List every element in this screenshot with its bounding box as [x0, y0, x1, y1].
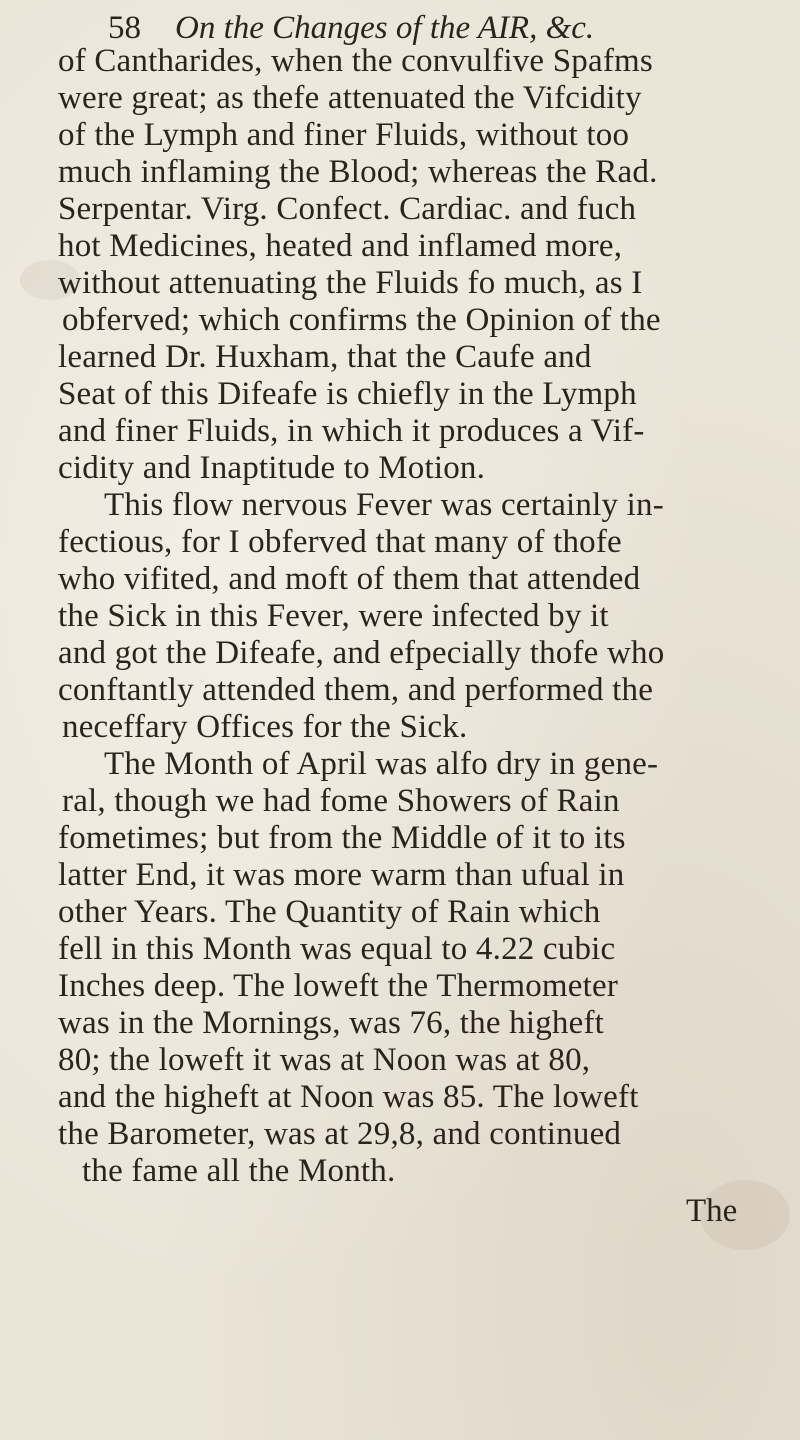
- text-line: much inflaming the Blood; whereas the Rad.: [58, 154, 658, 190]
- text-line: cidity and Inaptitude to Motion.: [58, 450, 486, 486]
- catchword: The: [686, 1193, 738, 1229]
- page-number: 58: [108, 10, 141, 46]
- text-line: the Sick in this Fever, were infected by it: [58, 598, 609, 634]
- text-line: were great; as thefe attenuated the Vifcidity: [58, 80, 642, 116]
- text-line: fectious, for I obferved that many of thofe: [58, 524, 622, 560]
- text-line: obferved; which confirms the Opinion of the: [62, 302, 661, 338]
- text-line: fell in this Month was equal to 4.22 cubic: [58, 931, 616, 967]
- text-line: who vifited, and moft of them that attended: [58, 561, 641, 597]
- text-line: neceffary Offices for the Sick.: [62, 709, 468, 745]
- text-line: of Cantharides, when the convulfive Spafms: [58, 43, 653, 79]
- text-line: 80; the loweft it was at Noon was at 80,: [58, 1042, 591, 1078]
- text-line: hot Medicines, heated and inflamed more,: [58, 228, 623, 264]
- text-line: of the Lymph and finer Fluids, without too: [58, 117, 630, 153]
- text-line: and the higheft at Noon was 85. The loweft: [58, 1079, 639, 1115]
- text-line: latter End, it was more warm than ufual in: [58, 857, 625, 893]
- text-line: and finer Fluids, in which it produces a Vif-: [58, 413, 645, 449]
- text-line: Seat of this Difeafe is chiefly in the Lymph: [58, 376, 637, 412]
- text-line: was in the Mornings, was 76, the higheft: [58, 1005, 605, 1041]
- text-line: The Month of April was alfo dry in gene-: [104, 746, 659, 782]
- text-line: fometimes; but from the Middle of it to its: [58, 820, 626, 856]
- running-head: On the Changes of the AIR, &c.: [175, 10, 595, 46]
- text-line: and got the Difeafe, and efpecially thofe who: [58, 635, 665, 671]
- text-line: without attenuating the Fluids fo much, as I: [58, 265, 643, 301]
- text-line: Serpentar. Virg. Confect. Cardiac. and fuch: [58, 191, 637, 227]
- text-line: ral, though we had fome Showers of Rain: [62, 783, 620, 819]
- text-line: other Years. The Quantity of Rain which: [58, 894, 601, 930]
- text-line: conftantly attended them, and performed the: [58, 672, 654, 708]
- text-line: This flow nervous Fever was certainly in-: [104, 487, 664, 523]
- text-line: the fame all the Month.: [82, 1153, 396, 1189]
- text-line: learned Dr. Huxham, that the Caufe and: [58, 339, 592, 375]
- text-line: the Barometer, was at 29,8, and continued: [58, 1116, 622, 1152]
- text-line: Inches deep. The loweft the Thermometer: [58, 968, 619, 1004]
